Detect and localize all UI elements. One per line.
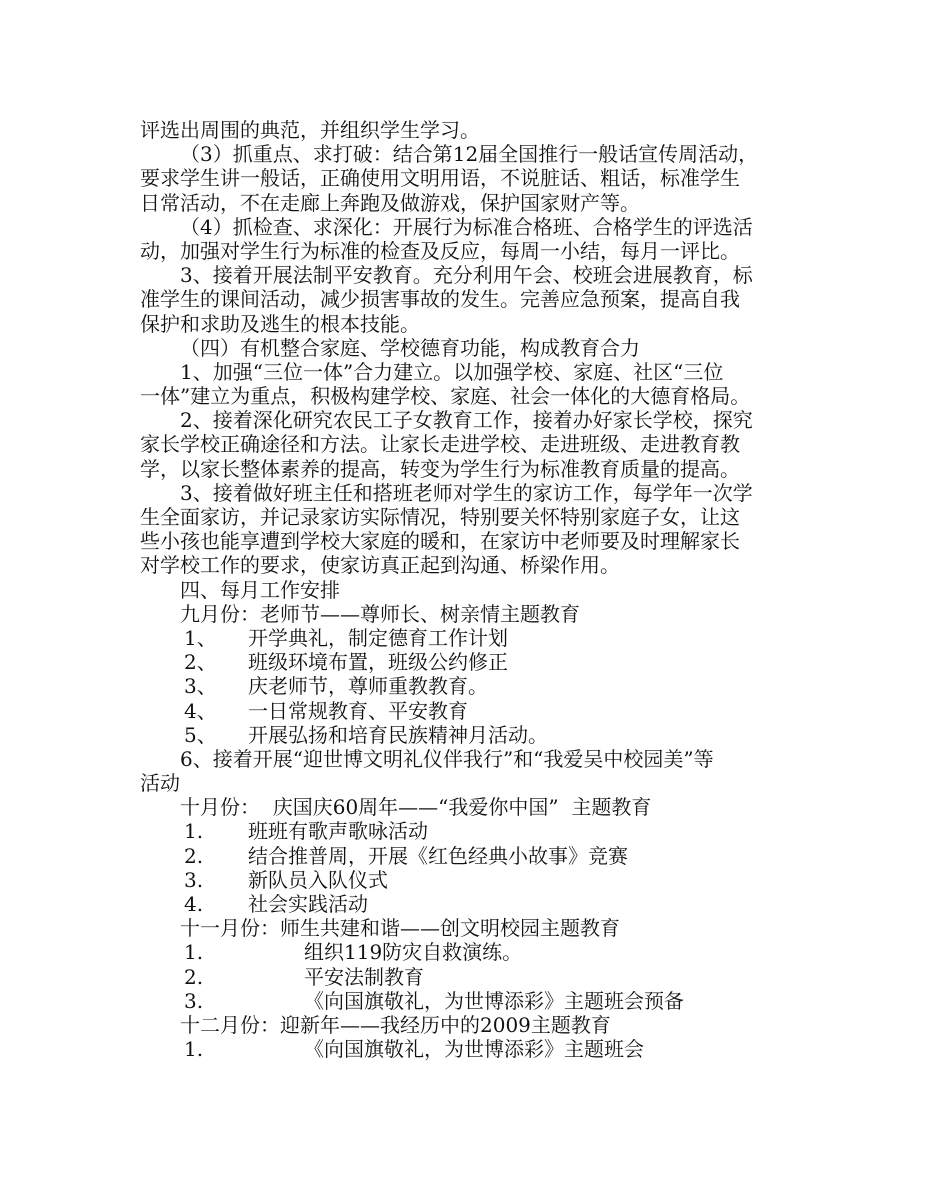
- paragraph-line: 2、接着深化研究农民工子女教育工作，接着办好家长学校，探究: [180, 408, 753, 433]
- list-item-text: 《向国旗敬礼，为世博添彩》主题班会预备: [304, 988, 684, 1013]
- paragraph-line: 学，以家长整体素养的提高，转变为学生行为标准教育质量的提高。: [140, 456, 740, 481]
- list-item-number: 2、: [184, 650, 217, 675]
- list-item-number: 3.: [184, 867, 204, 892]
- list-item: [140, 844, 820, 868]
- paragraph-line: （3）抓重点、求打破：结合第12届全国推行一般话宣传周活动，: [180, 142, 759, 167]
- list-item: [140, 940, 820, 964]
- list-item-number: 2.: [184, 964, 204, 989]
- list-item: [140, 892, 820, 916]
- section-heading: 四、每月工作安排: [180, 577, 340, 602]
- list-item-text: 平安法制教育: [304, 964, 424, 989]
- month-heading-september: 九月份：老师节——尊师长、树亲情主题教育: [180, 601, 580, 626]
- paragraph-line: 家长学校正确途径和方法。让家长走进学校、走进班级、走进教育教: [140, 432, 740, 457]
- list-item-number: 1、: [184, 625, 217, 650]
- paragraph-line: 生全面家访，并记录家访实际情况，特别要关怀特别家庭子女，让这: [140, 505, 740, 529]
- list-item-text: 开展弘扬和培育民族精神月活动。: [248, 722, 548, 747]
- list-item: [140, 699, 820, 723]
- list-item-text: 班班有歌声歌咏活动: [248, 819, 428, 844]
- document-body: [140, 118, 820, 1061]
- list-item: [140, 674, 820, 698]
- list-item: [140, 868, 820, 892]
- paragraph-line: 要求学生讲一般话，正确使用文明用语，不说脏话、粗话，标准学生: [140, 166, 740, 191]
- list-item-text: 一日常规教育、平安教育: [248, 698, 468, 723]
- paragraph-line: 准学生的课间活动，减少损害事故的发生。完善应急预案，提高自我: [140, 287, 740, 312]
- paragraph-line: 3、接着做好班主任和搭班老师对学生的家访工作，每学年一次学: [180, 480, 753, 505]
- list-item: [140, 989, 820, 1013]
- list-item-number: 5、: [184, 722, 217, 747]
- list-item-text: 庆老师节，尊师重教教育。: [248, 674, 488, 699]
- paragraph-line: 保护和求助及逃生的根本技能。: [140, 311, 420, 336]
- list-item-number: 1.: [184, 1037, 204, 1062]
- list-item-text: 组织119防灾自救演练。: [304, 940, 523, 965]
- list-item-text: 班级环境布置，班级公约修正: [248, 650, 508, 675]
- paragraph-line: 动，加强对学生行为标准的检查及反应，每周一小结，每月一评比。: [140, 238, 740, 263]
- list-item: [140, 819, 820, 843]
- month-heading-november: 十一月份：师生共建和谐——创文明校园主题教育: [180, 916, 620, 941]
- paragraph-line: 一体”建立为重点，积极构建学校、家庭、社会一体化的大德育格局。: [140, 384, 751, 409]
- list-item-number: 3、: [184, 674, 217, 699]
- paragraph-line: 6、接着开展“迎世博文明礼仪伴我行”和“我爱吴中校园美”等: [180, 746, 714, 771]
- paragraph-line: 对学校工作的要求，使家访真正起到沟通、桥梁作用。: [140, 553, 620, 578]
- list-item-number: 1.: [184, 819, 204, 844]
- list-item-text: 开学典礼，制定德育工作计划: [248, 625, 508, 650]
- paragraph-line: （4）抓检查、求深化：开展行为标准合格班、合格学生的评选活: [180, 214, 753, 239]
- list-item-number: 2.: [184, 843, 204, 868]
- paragraph-line: 评选出周围的典范，并组织学生学习。: [140, 118, 480, 142]
- list-item-number: 4.: [184, 892, 204, 916]
- list-item-text: 社会实践活动: [248, 892, 368, 916]
- list-item-text: 结合推普周，开展《红色经典小故事》竞赛: [248, 843, 628, 868]
- paragraph-line: 日常活动，不在走廊上奔跑及做游戏，保护国家财产等。: [140, 190, 640, 215]
- paragraph-line: 1、加强“三位一体”合力建立。以加强学校、家庭、社区“三位: [180, 359, 724, 384]
- list-item: [140, 965, 820, 989]
- list-item-number: 1.: [184, 940, 204, 965]
- list-item: [140, 650, 820, 674]
- month-heading-october: 十月份： 庆国庆60周年——“我爱你中国” 主题教育: [180, 795, 652, 820]
- section-heading: （四）有机整合家庭、学校德育功能，构成教育合力: [180, 335, 640, 360]
- list-item-number: 4、: [184, 698, 217, 723]
- paragraph-line: 些小孩也能享遭到学校大家庭的暖和，在家访中老师要及时理解家长: [140, 529, 740, 554]
- list-item-text: 新队员入队仪式: [248, 867, 388, 892]
- month-heading-december: 十二月份：迎新年——我经历中的2009主题教育: [180, 1012, 611, 1037]
- list-item: [140, 1037, 820, 1061]
- list-item: [140, 723, 820, 747]
- paragraph-line: 3、接着开展法制平安教育。充分利用午会、校班会进展教育，标: [180, 263, 753, 288]
- list-item: [140, 626, 820, 650]
- list-item-text: 《向国旗敬礼，为世博添彩》主题班会: [304, 1037, 644, 1062]
- paragraph-line: 活动: [140, 771, 180, 796]
- list-item-number: 3.: [184, 988, 204, 1013]
